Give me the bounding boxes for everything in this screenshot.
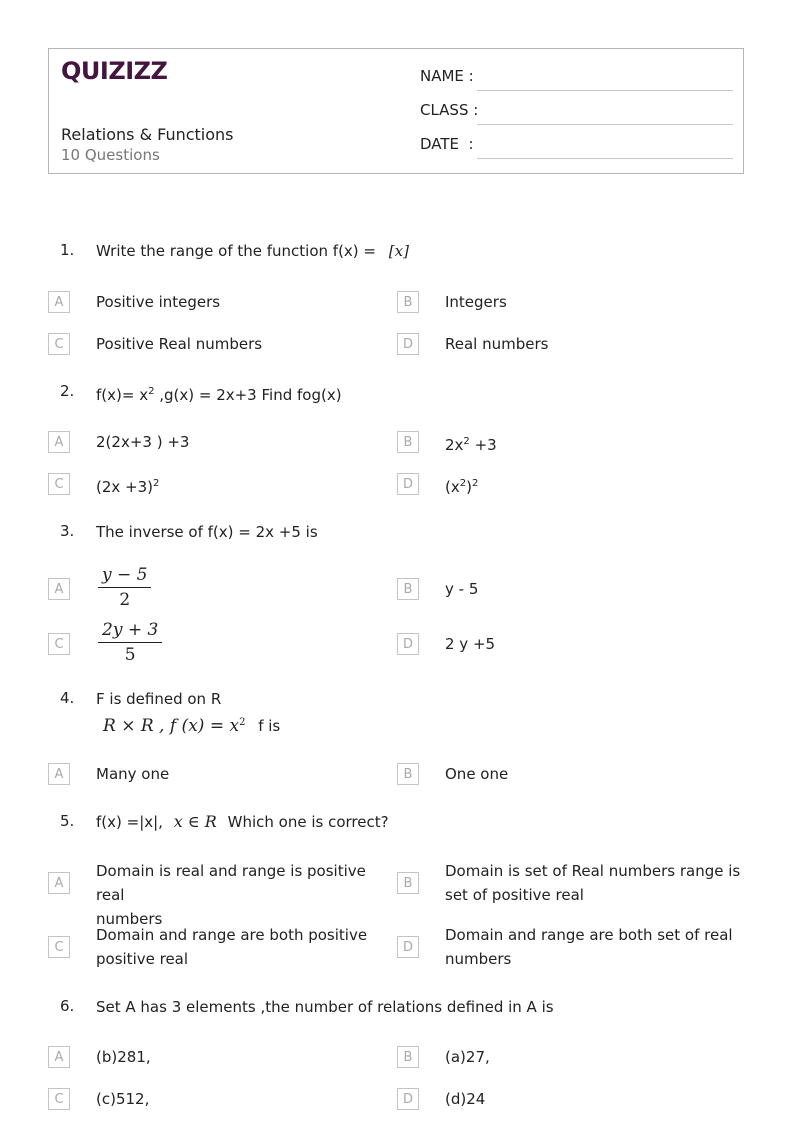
date-line[interactable] bbox=[477, 158, 733, 159]
superscript: 2 bbox=[153, 478, 160, 489]
fraction-option bbox=[98, 620, 162, 665]
question-text-part: ,g(x) = 2x+3 Find fog(x) bbox=[154, 386, 342, 404]
worksheet-header bbox=[48, 48, 744, 174]
question-math: [x] bbox=[388, 242, 409, 260]
option-box[interactable]: A bbox=[48, 291, 70, 313]
option-box[interactable]: B bbox=[397, 872, 419, 894]
question-text-line1: F is defined on R bbox=[96, 690, 222, 708]
option-text bbox=[445, 430, 743, 457]
option-box[interactable]: C bbox=[48, 333, 70, 355]
question-number: 6. bbox=[60, 997, 75, 1015]
option-box[interactable]: C bbox=[48, 473, 70, 495]
option-line: positive real bbox=[96, 950, 189, 968]
option-text: Real numbers bbox=[445, 335, 549, 353]
question-number: 3. bbox=[60, 522, 75, 540]
option-text: y - 5 bbox=[445, 580, 479, 598]
option-line: Domain and range are both positive bbox=[96, 926, 368, 944]
option-text-part: 2x bbox=[445, 436, 464, 454]
question-text-part: f is bbox=[258, 717, 281, 735]
name-label: NAME : bbox=[420, 67, 474, 85]
question-text bbox=[96, 810, 389, 834]
class-label: CLASS : bbox=[420, 101, 479, 119]
option-line: Domain and range are both set of real bbox=[445, 926, 733, 944]
class-field bbox=[420, 101, 733, 125]
option-text: 2 y +5 bbox=[445, 635, 496, 653]
question-text-part: f(x) =|x|, bbox=[96, 813, 163, 831]
numerator: 2y + 3 bbox=[98, 620, 162, 643]
denominator: 5 bbox=[124, 645, 136, 665]
option-box[interactable]: B bbox=[397, 1046, 419, 1068]
superscript: 2 bbox=[463, 436, 470, 447]
question-text bbox=[96, 239, 409, 263]
question-count: 10 Questions bbox=[61, 146, 160, 164]
option-text: Many one bbox=[96, 765, 170, 783]
superscript: 2 bbox=[471, 478, 479, 489]
option-text: 2(2x+3 ) +3 bbox=[96, 433, 190, 451]
name-line[interactable] bbox=[477, 90, 733, 91]
option-line: numbers bbox=[96, 910, 163, 928]
question-number: 4. bbox=[60, 689, 75, 707]
question-text-main: Write the range of the function f(x) = bbox=[96, 242, 376, 260]
option-text-part: ) bbox=[466, 478, 472, 496]
class-line[interactable] bbox=[477, 124, 733, 125]
option-text bbox=[445, 923, 743, 971]
date-label: DATE : bbox=[420, 135, 474, 153]
question-math: R × R , f (x) = x bbox=[103, 716, 240, 736]
option-box[interactable]: C bbox=[48, 1088, 70, 1110]
superscript: 2 bbox=[459, 478, 467, 489]
option-text: (a)27, bbox=[445, 1048, 490, 1066]
numerator: y − 5 bbox=[98, 565, 151, 588]
option-box[interactable]: A bbox=[48, 431, 70, 453]
option-box[interactable]: C bbox=[48, 936, 70, 958]
option-text-part: (x bbox=[445, 478, 460, 496]
option-text-part: +3 bbox=[469, 436, 497, 454]
quizizz-logo: QUIZIZZ bbox=[61, 57, 168, 85]
option-box[interactable]: A bbox=[48, 578, 70, 600]
question-math: x ∈ R bbox=[173, 812, 217, 831]
question-text-part: f(x)= x bbox=[96, 386, 149, 404]
option-line: Domain is set of Real numbers range is bbox=[445, 862, 741, 880]
option-text bbox=[96, 923, 394, 971]
question-number: 1. bbox=[60, 241, 75, 259]
option-text: Integers bbox=[445, 293, 507, 311]
option-text: One one bbox=[445, 765, 509, 783]
worksheet-title: Relations & Functions bbox=[61, 125, 234, 144]
option-box[interactable]: D bbox=[397, 936, 419, 958]
option-line: set of positive real bbox=[445, 886, 584, 904]
question-text bbox=[96, 380, 342, 407]
option-text bbox=[96, 859, 394, 931]
option-line: numbers bbox=[445, 950, 512, 968]
option-text: Positive integers bbox=[96, 293, 221, 311]
date-field bbox=[420, 135, 733, 159]
option-line: Domain is real and range is positive real bbox=[96, 862, 366, 904]
option-text: (c)512, bbox=[96, 1090, 150, 1108]
question-text-line2 bbox=[103, 711, 280, 738]
option-text bbox=[445, 859, 743, 907]
question-number: 5. bbox=[60, 812, 75, 830]
option-box[interactable]: B bbox=[397, 291, 419, 313]
option-box[interactable]: D bbox=[397, 473, 419, 495]
question-text: The inverse of f(x) = 2x +5 is bbox=[96, 523, 318, 541]
question-text: Set A has 3 elements ,the number of relations defined in A is bbox=[96, 998, 554, 1016]
option-box[interactable]: C bbox=[48, 633, 70, 655]
option-box[interactable]: B bbox=[397, 578, 419, 600]
option-box[interactable]: D bbox=[397, 633, 419, 655]
option-text bbox=[445, 472, 743, 499]
option-text: (d)24 bbox=[445, 1090, 486, 1108]
option-text: (b)281, bbox=[96, 1048, 151, 1066]
option-text: Positive Real numbers bbox=[96, 335, 263, 353]
option-text-part: (2x +3) bbox=[96, 478, 154, 496]
option-box[interactable]: A bbox=[48, 763, 70, 785]
superscript: 2 bbox=[239, 717, 246, 728]
option-box[interactable]: B bbox=[397, 763, 419, 785]
superscript: 2 bbox=[148, 386, 155, 397]
question-number: 2. bbox=[60, 382, 75, 400]
fraction-option bbox=[98, 565, 151, 610]
denominator: 2 bbox=[119, 590, 131, 610]
option-box[interactable]: D bbox=[397, 333, 419, 355]
option-box[interactable]: D bbox=[397, 1088, 419, 1110]
option-box[interactable]: A bbox=[48, 872, 70, 894]
question-text-part: Which one is correct? bbox=[227, 813, 389, 831]
option-box[interactable]: A bbox=[48, 1046, 70, 1068]
option-box[interactable]: B bbox=[397, 431, 419, 453]
name-field bbox=[420, 67, 733, 91]
option-text bbox=[96, 472, 394, 499]
